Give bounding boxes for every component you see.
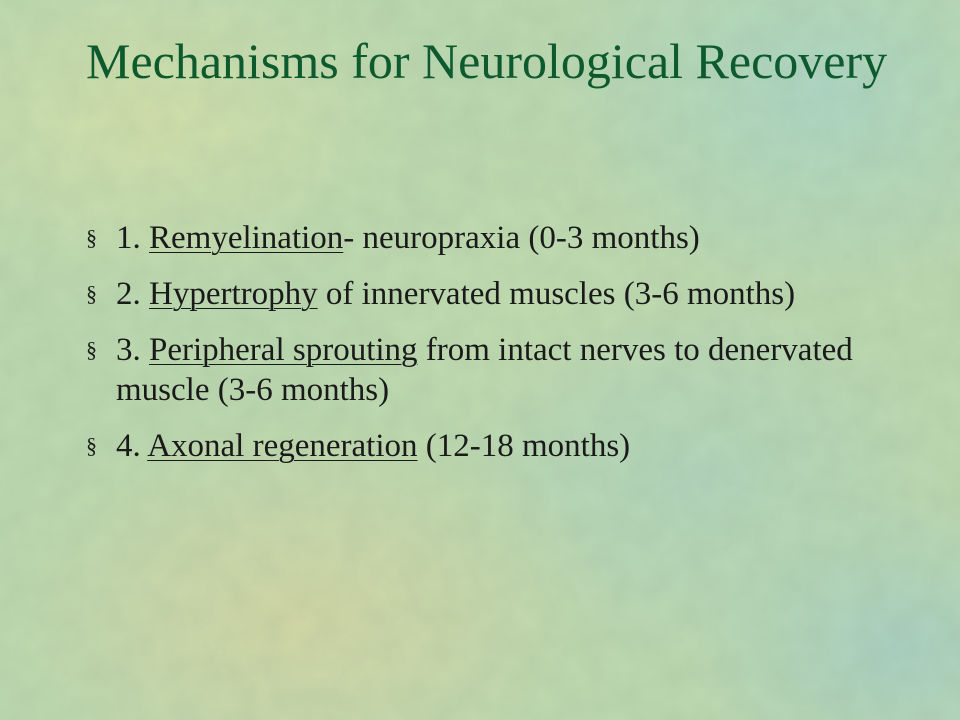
bullet-item	[86, 426, 886, 466]
bullet-text	[116, 274, 886, 314]
bullet-text	[116, 330, 886, 410]
slide-title: Mechanisms for Neurological Recovery	[86, 33, 888, 89]
bullet-term: Remyelination	[149, 220, 344, 256]
bullet-list	[86, 218, 886, 482]
bullet-item	[86, 274, 886, 314]
bullet-text	[116, 426, 886, 466]
bullet-number: 3.	[116, 332, 141, 368]
bullet-rest: - neuropraxia (0-3 months)	[343, 220, 700, 256]
bullet-item	[86, 218, 886, 258]
bullet-marker-icon: §	[86, 281, 97, 306]
bullet-marker-icon: §	[86, 225, 97, 250]
bullet-number: 4.	[116, 428, 141, 464]
bullet-term: Hypertrophy	[149, 276, 318, 312]
bullet-term: Peripheral sprouting	[149, 332, 418, 368]
bullet-rest: of innervated muscles (3-6 months)	[325, 276, 796, 312]
bullet-marker-icon: §	[86, 433, 97, 458]
bullet-number: 1.	[116, 220, 141, 256]
bullet-text	[116, 218, 886, 258]
bullet-rest: from intact nerves to denervated muscle (3-6 months)	[116, 332, 853, 408]
bullet-term: Axonal regeneration	[147, 428, 418, 464]
bullet-number: 2.	[116, 276, 141, 312]
bullet-marker-icon: §	[86, 337, 97, 362]
bullet-rest: (12-18 months)	[425, 428, 631, 464]
bullet-item	[86, 330, 886, 410]
